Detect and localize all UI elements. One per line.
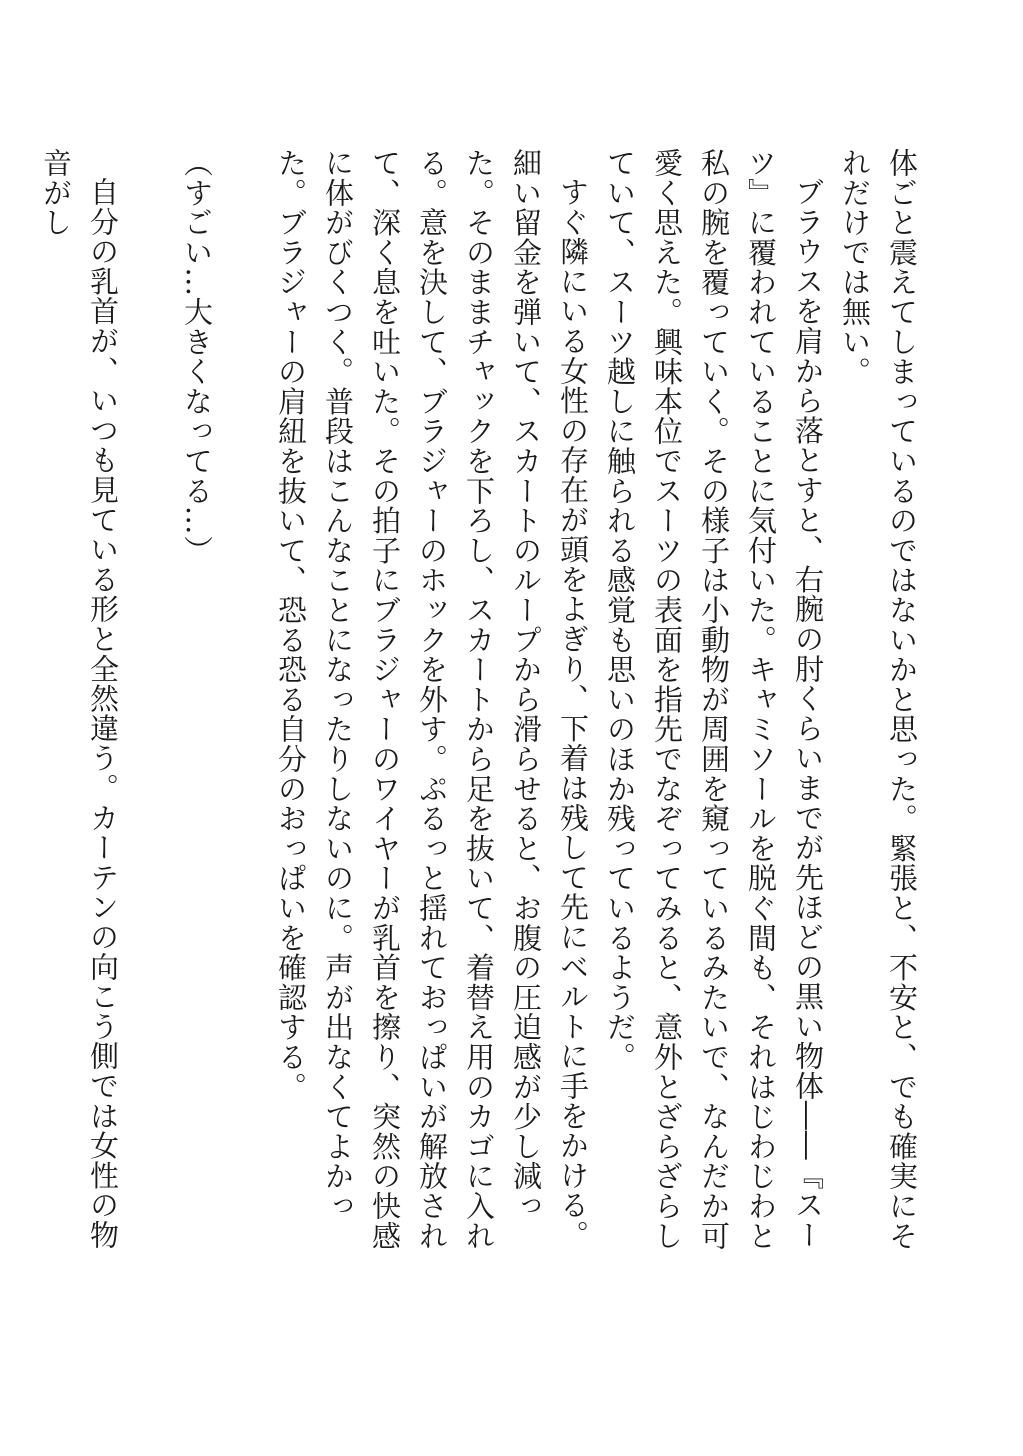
paragraph-1: 体ごと震えてしまっているのではないかと思った。緊張と、不安と、でも確実にそれだけでは無い。 — [838, 148, 919, 1251]
paragraph-3: すぐ隣にいる女性の存在が頭をよぎり、下着は残して先にベルトに手をかける。細い留金を弾いて、スカートのループから滑らせると、お腹の圧迫感が少し減った。そのままチャックを下ろし、スカートから足を抜いて、着替え用のカゴに入れる。意を決して、ブラジャーのホックを外す。ぷるっと揺れておっぱいが解放されて、深く息を吐いた。その拍子にブラジャーのワイヤーが乳首を擦り、突然の快感に体がびくつく。普段はこんなことになったりしないのに。声が出なくてよかった。ブラジャーの肩紐を抜いて、恐る恐る自分のおっぱいを確認する。 — [274, 148, 590, 1251]
vertical-text-body — [32, 148, 925, 1258]
blank-line — [220, 148, 267, 1258]
blank-line — [126, 148, 173, 1258]
inner-thought: （すごい…大きくなってる…） — [180, 148, 214, 566]
paragraph-4: 自分の乳首が、いつも見ている形と全然違う。カーテンの向こう側では女性の物音がし — [39, 148, 120, 1250]
paragraph-2: ブラウスを肩から落とすと、右腕の肘くらいまでが先ほどの黒い物体――『スーツ』に覆われていることに気付いた。キャミソールを脱ぐ間も、それはじわじわと私の腕を覆っていく。その様子は小動物が周囲を窺っているみたいで、なんだか可愛く思えた。興味本位でスーツの表面を指先でなぞってみると、意外とざらざらしていて、スーツ越しに触られる感覚も思いのほか残っているようだ。 — [603, 148, 825, 1251]
